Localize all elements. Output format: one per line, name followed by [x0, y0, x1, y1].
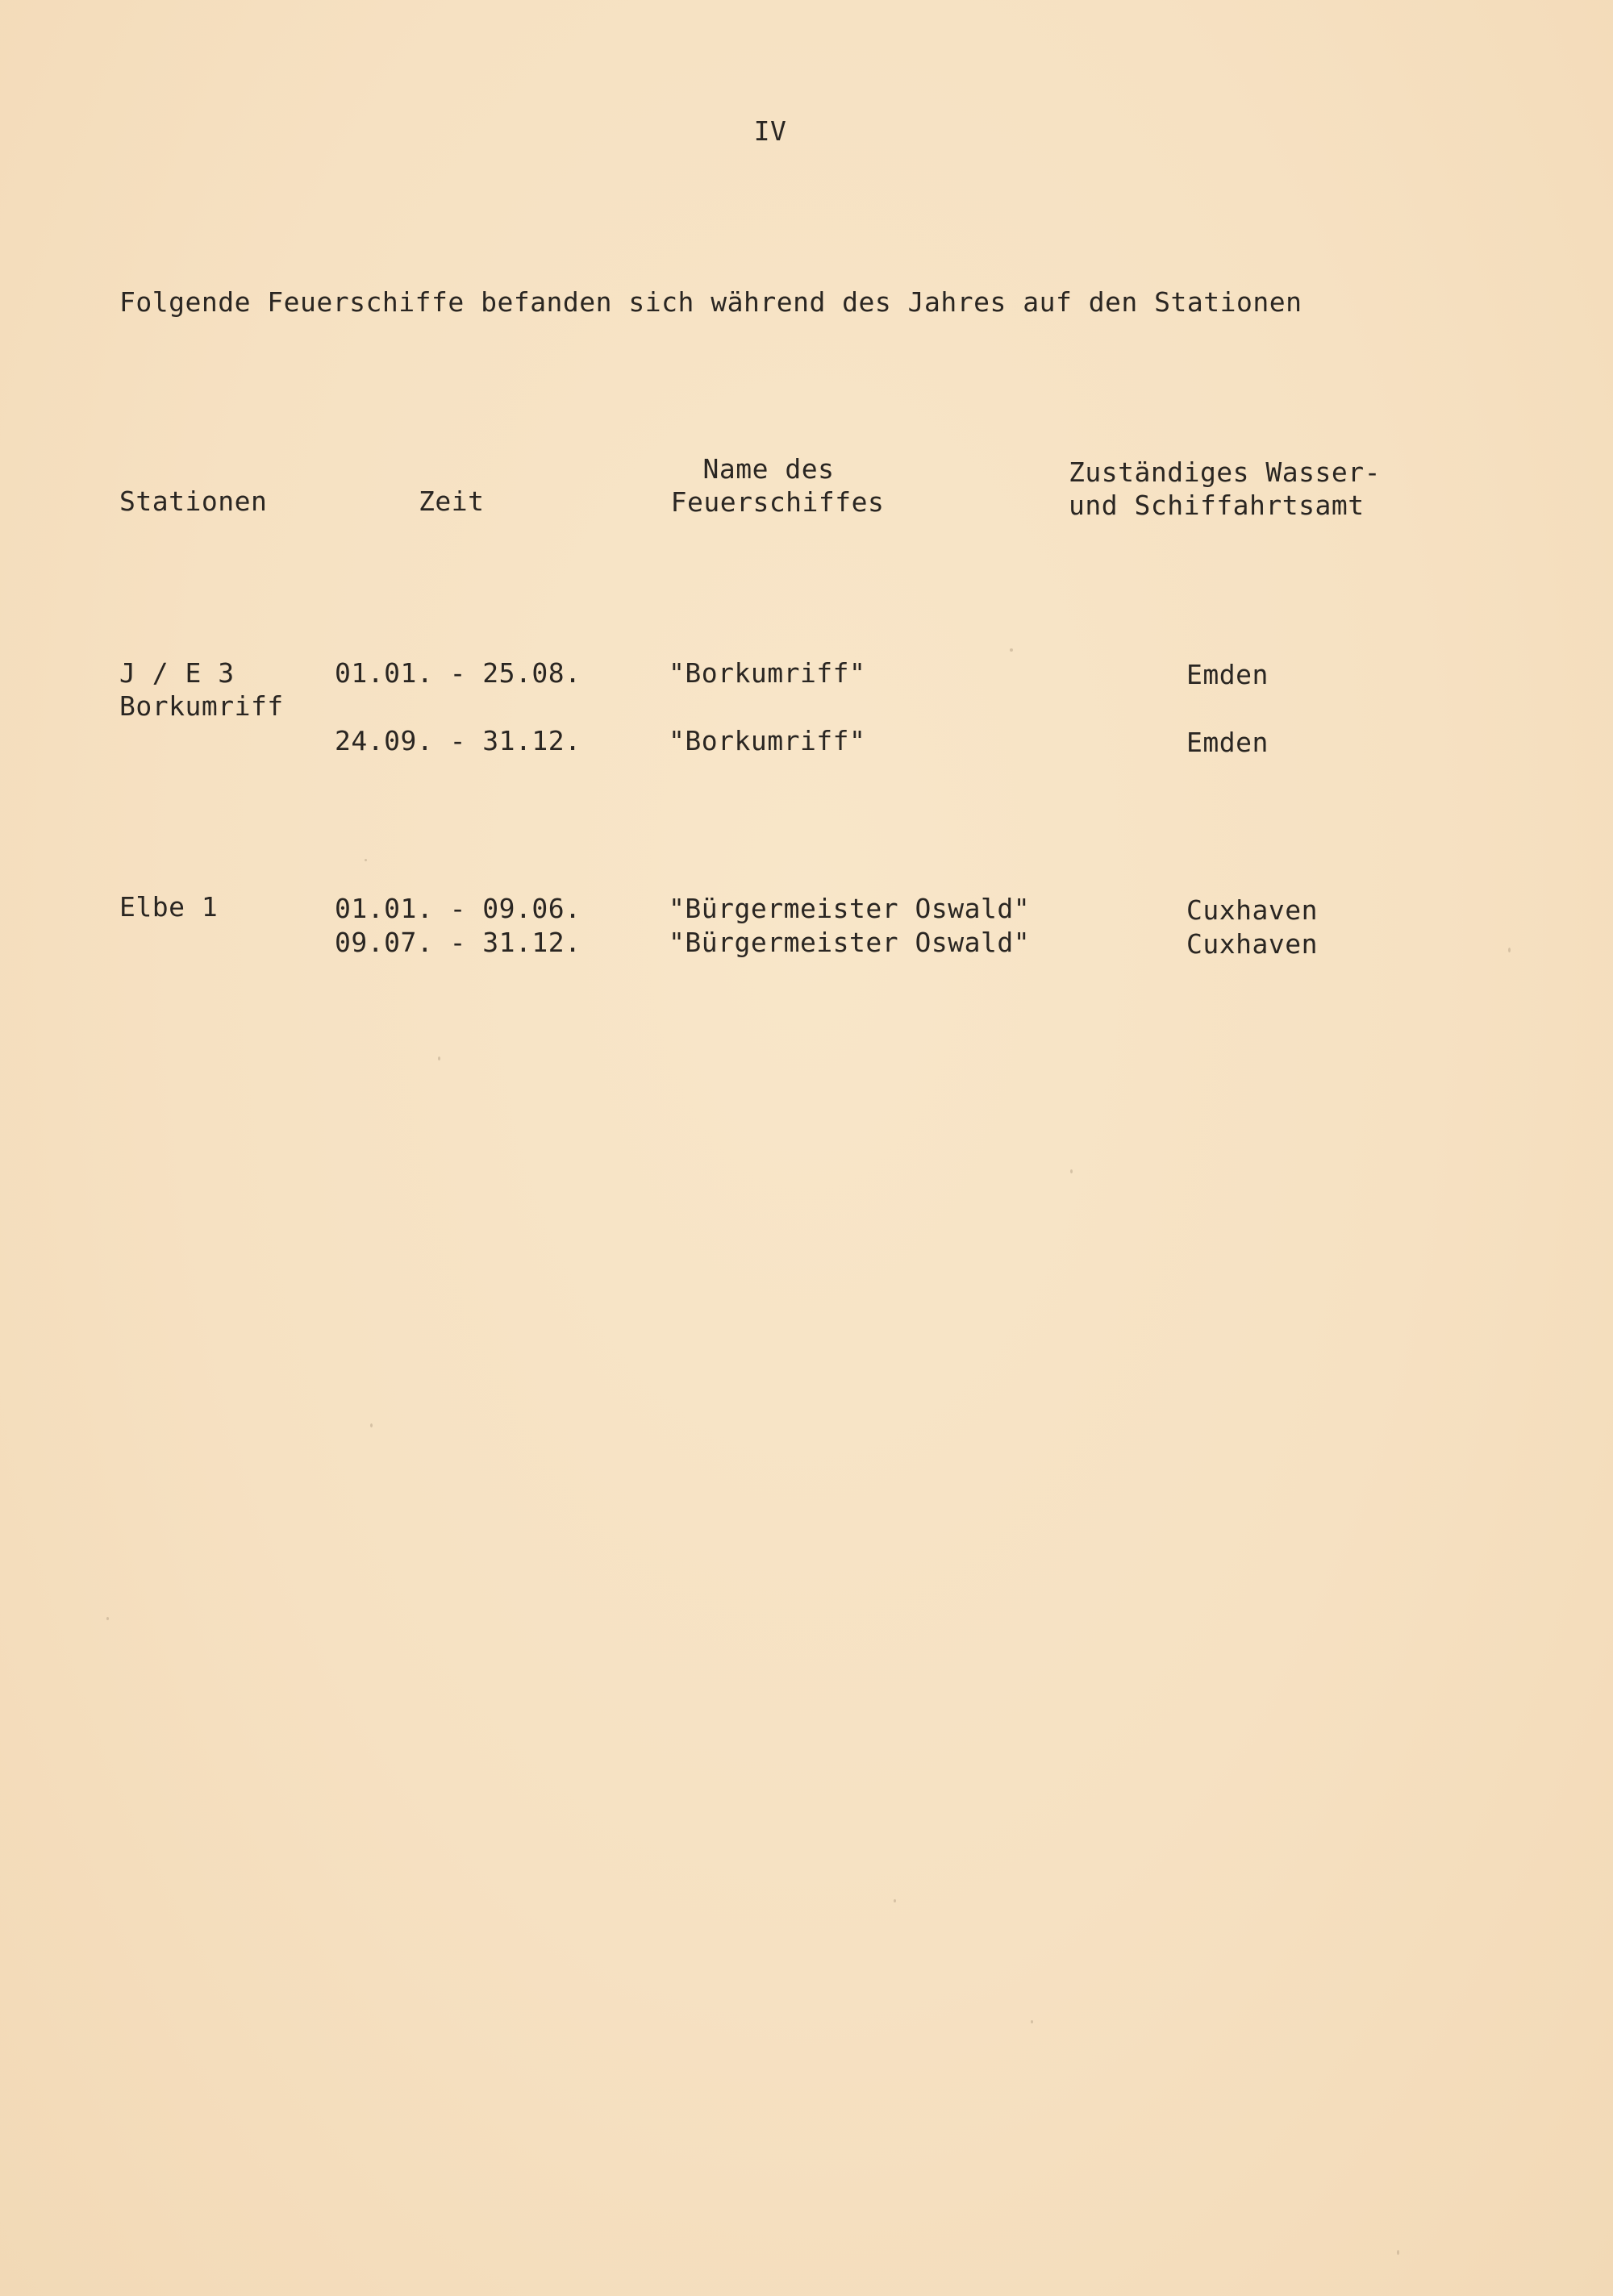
- header-name-line2: Feuerschiffes: [670, 486, 885, 518]
- paper-speck: [1010, 648, 1013, 652]
- row-amt: Cuxhaven: [1186, 894, 1318, 926]
- page-heading: Folgende Feuerschiffe befanden sich während des Jahres auf den Stationen: [119, 286, 1302, 318]
- header-stationen: Stationen: [119, 485, 268, 517]
- paper-speck: [894, 1899, 896, 1902]
- paper-speck: [1508, 948, 1511, 952]
- row-ship-name: "Bürgermeister Oswald": [669, 927, 1031, 958]
- paper-speck: [365, 859, 367, 861]
- page-number: IV: [753, 115, 787, 147]
- paper-speck: [438, 1056, 440, 1060]
- station-name: Elbe 1: [119, 891, 219, 923]
- row-ship-name: "Borkumriff": [669, 725, 866, 756]
- header-zeit: Zeit: [419, 485, 485, 517]
- station-subname: Borkumriff: [119, 690, 284, 722]
- paper-speck: [1031, 2020, 1033, 2023]
- header-amt-line2: und Schiffahrtsamt: [1069, 490, 1365, 521]
- paper-speck: [1070, 1169, 1073, 1173]
- row-ship-name: "Borkumriff": [669, 657, 866, 689]
- header-name-line1: Name des: [702, 453, 835, 485]
- station-name: J / E 3: [119, 657, 235, 689]
- row-amt: Emden: [1186, 727, 1269, 758]
- row-ship-name: "Bürgermeister Oswald": [669, 893, 1031, 924]
- row-zeit: 09.07. - 31.12.: [335, 927, 581, 958]
- row-zeit: 01.01. - 25.08.: [335, 657, 581, 689]
- paper-speck: [370, 1423, 373, 1427]
- header-amt-line1: Zuständiges Wasser-: [1069, 456, 1381, 488]
- row-zeit: 01.01. - 09.06.: [335, 893, 581, 924]
- row-amt: Emden: [1186, 659, 1269, 690]
- row-zeit: 24.09. - 31.12.: [335, 725, 581, 756]
- row-amt: Cuxhaven: [1186, 928, 1318, 960]
- paper-speck: [106, 1617, 109, 1620]
- paper-speck: [1397, 2250, 1399, 2255]
